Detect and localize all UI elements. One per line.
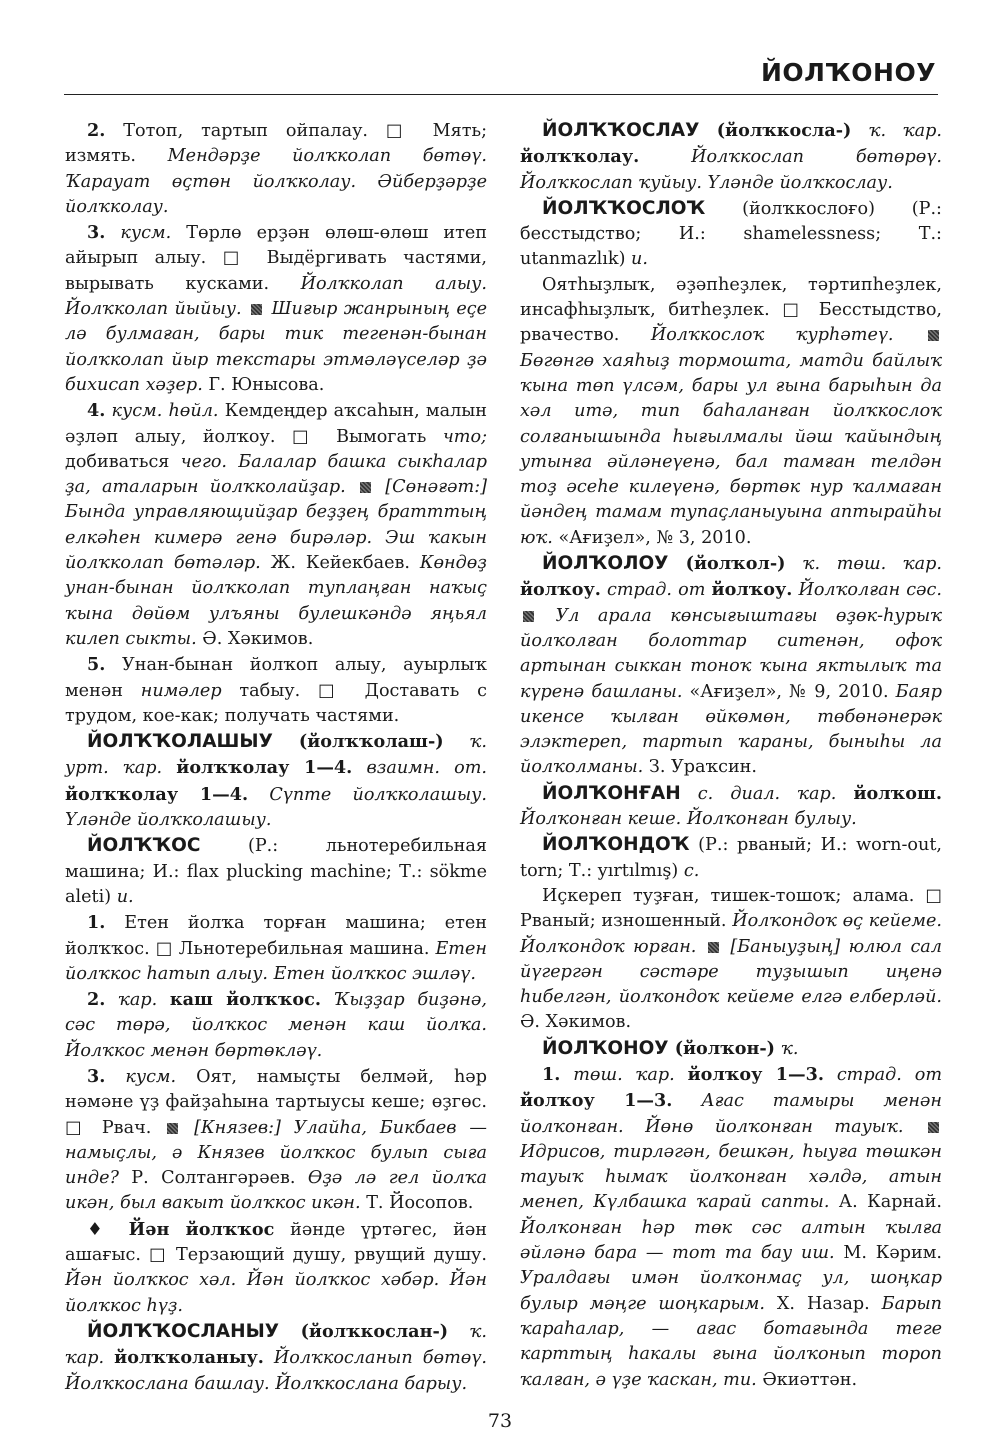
diamond-icon: ♦	[87, 1219, 113, 1240]
citation-marker-icon	[251, 304, 262, 315]
running-header: ЙОЛҠОНОУ	[760, 58, 936, 87]
entry-yolqonou: ЙОЛҠОНОУ (йолҡон-) ҡ.	[542, 1037, 799, 1059]
entry-yolqonghan: ЙОЛҠОНҒАН с. диал. ҡар. йолҡош. Йолҡонған кеше. Йолҡонған булыу.	[520, 782, 942, 830]
sense-1: 1. Етен йолҡа торған машина; етен йолҡҡос. □ Льнотеребильная машина. Етен йолҡкос һатып алыу. Етен йолҡкос эшләү.	[65, 912, 487, 984]
citation-marker-icon	[928, 1122, 939, 1133]
sense-1: 1. төш. ҡар. йолҡоу 1—3. страд. от йолҡоу 1—3. Ағас тамыры менән йолҡонған. Йөнө йолҡонған тауыҡ. Идрисов, тирләгән, бешкән, һыуға төшкән тауыҡ һымаҡ йолҡонған хәлдә, атын менеп, Күлбашка ҡарай сапты. А. Карнай. Йолҡонған һәр төк сәс алтын ҡылға әйләнә бара — тот та бау иш. М. Кәрим. Уралдағы имән йолҡонмаҫ ул, шоңкар булыр мәңге шоңкарым. Х. Назар. Барып ҡараһалар, — ағас ботағында теге карттың һакалы ғына йолҡонып тороп ҡалған, ә үҙе ҡаскан, ти. Әкиәттән.	[520, 1063, 943, 1390]
entry-yolqqolashyu: ЙОЛҠҠОЛАШЫУ (йолҡҡолаш-) ҡ. урт. ҡар. йолҡҡолау 1—4. взаимн. от. йолҡҡолау 1—4. Сүпте йолҡколашыу. Үләнде йолҡколашыу.	[65, 731, 487, 831]
entry-yolqqoslanyu: ЙОЛҠҠОСЛАНЫУ (йолҡкослан-) ҡ. ҡар. йолҡҡоланыу. Йолҡкосланып бөтөү. Йолҡкослана башлау. Йолҡкослана барыу.	[65, 1320, 487, 1394]
page-number: 73	[487, 1410, 513, 1432]
citation-marker-icon	[360, 482, 371, 493]
entry-yolqqoslau: ЙОЛҠҠОСЛАУ (йолҡкосла-) ҡ. ҡар. йолҡҡолау. Йолҡкослап бөтөрөү. Йолҡкослап ҡуйыу. Үләнде йолҡкослау.	[520, 120, 942, 193]
sense-3: 3. кусм. Төрлө ерҙән өлөш-өлөш итеп айырып алыу. □ Выдёргивать частями, вырывать кусками. Йолҡколап алыу. Йолҡколап йыйыу. Шиғыр жанрының еҫе лә булмаған, бары тик тегенән-бынан йолҡколап йыр текстары этмәләүселәр ҙә бихисап хәҙер. Г. Юнысова.	[65, 222, 487, 395]
sense-2: 2. ҡар. каш йолҡҡос. Ҡыҙҙар биҙәнә, сәс төрә, йолҡкос менән каш йолҡа. Йолҡкос менән бөртөкләү.	[65, 989, 487, 1061]
sense-4: 4. кусм. һөйл. Кемдеңдер аҡсаһын, малын әҙләп алыу, йолҡоу. □ Вымогать что; добиваться чего. Балалар башка сыкһалар ҙа, аталарын йолҡколайҙар. [Сөнәғәт:] Бында управляющийҙар беҙҙең братттың елкәһен кимерә генә бирәләр. Эш ҡакын йолҡколап бөтәләр. Ж. Кейекбаев. Көндөҙ унан-бынан йолҡколап туплаңған наҡыҫ ҡына дөйөм улъяны булешкәндә яңьял килеп сыкты. Ә. Хәкимов.	[65, 400, 487, 649]
sense-5: 5. Унан-бынан йолҡоп алыу, ауырлыҡ менән нимәлер табыу. □ Доставать с трудом, кое-как; получать частями.	[65, 654, 488, 726]
citation-marker-icon	[167, 1123, 178, 1134]
citation-marker-icon	[928, 330, 939, 341]
entry-yolqqosloq: ЙОЛҠҠОСЛОҠ (йолҡкослоғо) (Р.: бесстыдство; И.: shamelessness; Т.: utanmazlık) и.	[520, 197, 942, 270]
entry-yolqondoq-definition: Иҫкереп туҙған, тишек-тошоҡ; алама. □ Рваный; изношенный. Йолҡондоҡ өҫ кейеме. Йолҡондоҡ юрған. [Баныуҙың] юлюл сал йүгергән сәстәре туҙышып иңенә һибелгән, йолҡондоҡ кейеме елгә елберләй. Ә. Хәкимов.	[520, 885, 942, 1033]
entry-yolqolou: ЙОЛҠОЛОУ (йолҡол-) ҡ. төш. ҡар. йолҡоу. страд. от йолҡоу. Йолҡолған сәс. Ул арала көнсығыштағы өҙөк-һурыҡ йолҡолған болоттар ситенән, офоҡ артынан сыккан тоноҡ ҡына яктылыҡ та күренә башланы. «Ағиҙел», № 9, 2010. Баяр икенсе ҡылған өйкөмөн, төбөнәнерәк элэктереп, тартып ҡараны, быныһы ла йолҡолманы. З. Ураҡсин.	[520, 553, 942, 778]
sense-3: 3. кусм. Оят, намыҫты белмәй, һәр нәмәне үҙ файҙаһына тартыусы кеше; өҙгөс. □ Рвач. [Князев:] Улайһа, Бикбаев — намыҫлы, ә Князев йолҡкос булып сыға инде? Р. Солтангәрәев. Өҙә лә гел йолҡа икән, был вакыт йолҡкос икән. Т. Йосопов.	[65, 1065, 487, 1214]
entry-yolqqos: ЙОЛҠҠОС (Р.: льнотеребильная машина; И.: flax plucking machine; Т.: sökme aleti) и.	[65, 835, 487, 907]
idiom-yan-yolqqos: ♦ Йән йолҡҡос йәнде үртәгес, йән ашағыс. □ Терзающий душу, рвущий душу. Йән йолҡкос хәл. Йән йолҡкос хәбәр. Йән йолҡкос һүҙ.	[65, 1218, 487, 1316]
citation-marker-icon	[708, 942, 719, 953]
left-column	[65, 118, 487, 1397]
entry-yolqondoq: ЙОЛҠОНДОҠ (Р.: рваный; И.: worn-out, torn; Т.: yırtılmış) с.	[520, 834, 942, 881]
sense-2: 2. Тотоп, тартып ойпалау. □ Мять; измять. Мендәрҙе йолҡколап бөтөү. Ҡарауат өҫтөн йолҡколау. Әйберҙәрҙе йолҡколау.	[65, 120, 488, 217]
header-rule	[64, 94, 938, 95]
entry-yolqqosloq-definition: Оятһыҙлыҡ, әҙәпһеҙлек, тәртипһеҙлек, инсафһыҙлыҡ, битһеҙлек. □ Бесстыдство, рвачество. Йолҡкослоҡ ҡурһәтеү. Бөгөнгө хаяһыҙ тормошта, матди байлыҡ ҡына төп үлсәм, бары ул ғына барыһын да хәл итә, тип баһаланған йолҡкослоҡ солғанышында һығылмалы йәш ҡайындың утынға әйләнеүенә, бал тамған телдән тоҙ әсеһе килеүенә, бөртөк нур ҡалмаған йәндең тамам тупаҫланыуына аптырайһы юҡ. «Ағиҙел», № 3, 2010.	[520, 274, 943, 548]
right-column	[520, 118, 942, 1393]
citation-marker-icon	[523, 611, 534, 622]
